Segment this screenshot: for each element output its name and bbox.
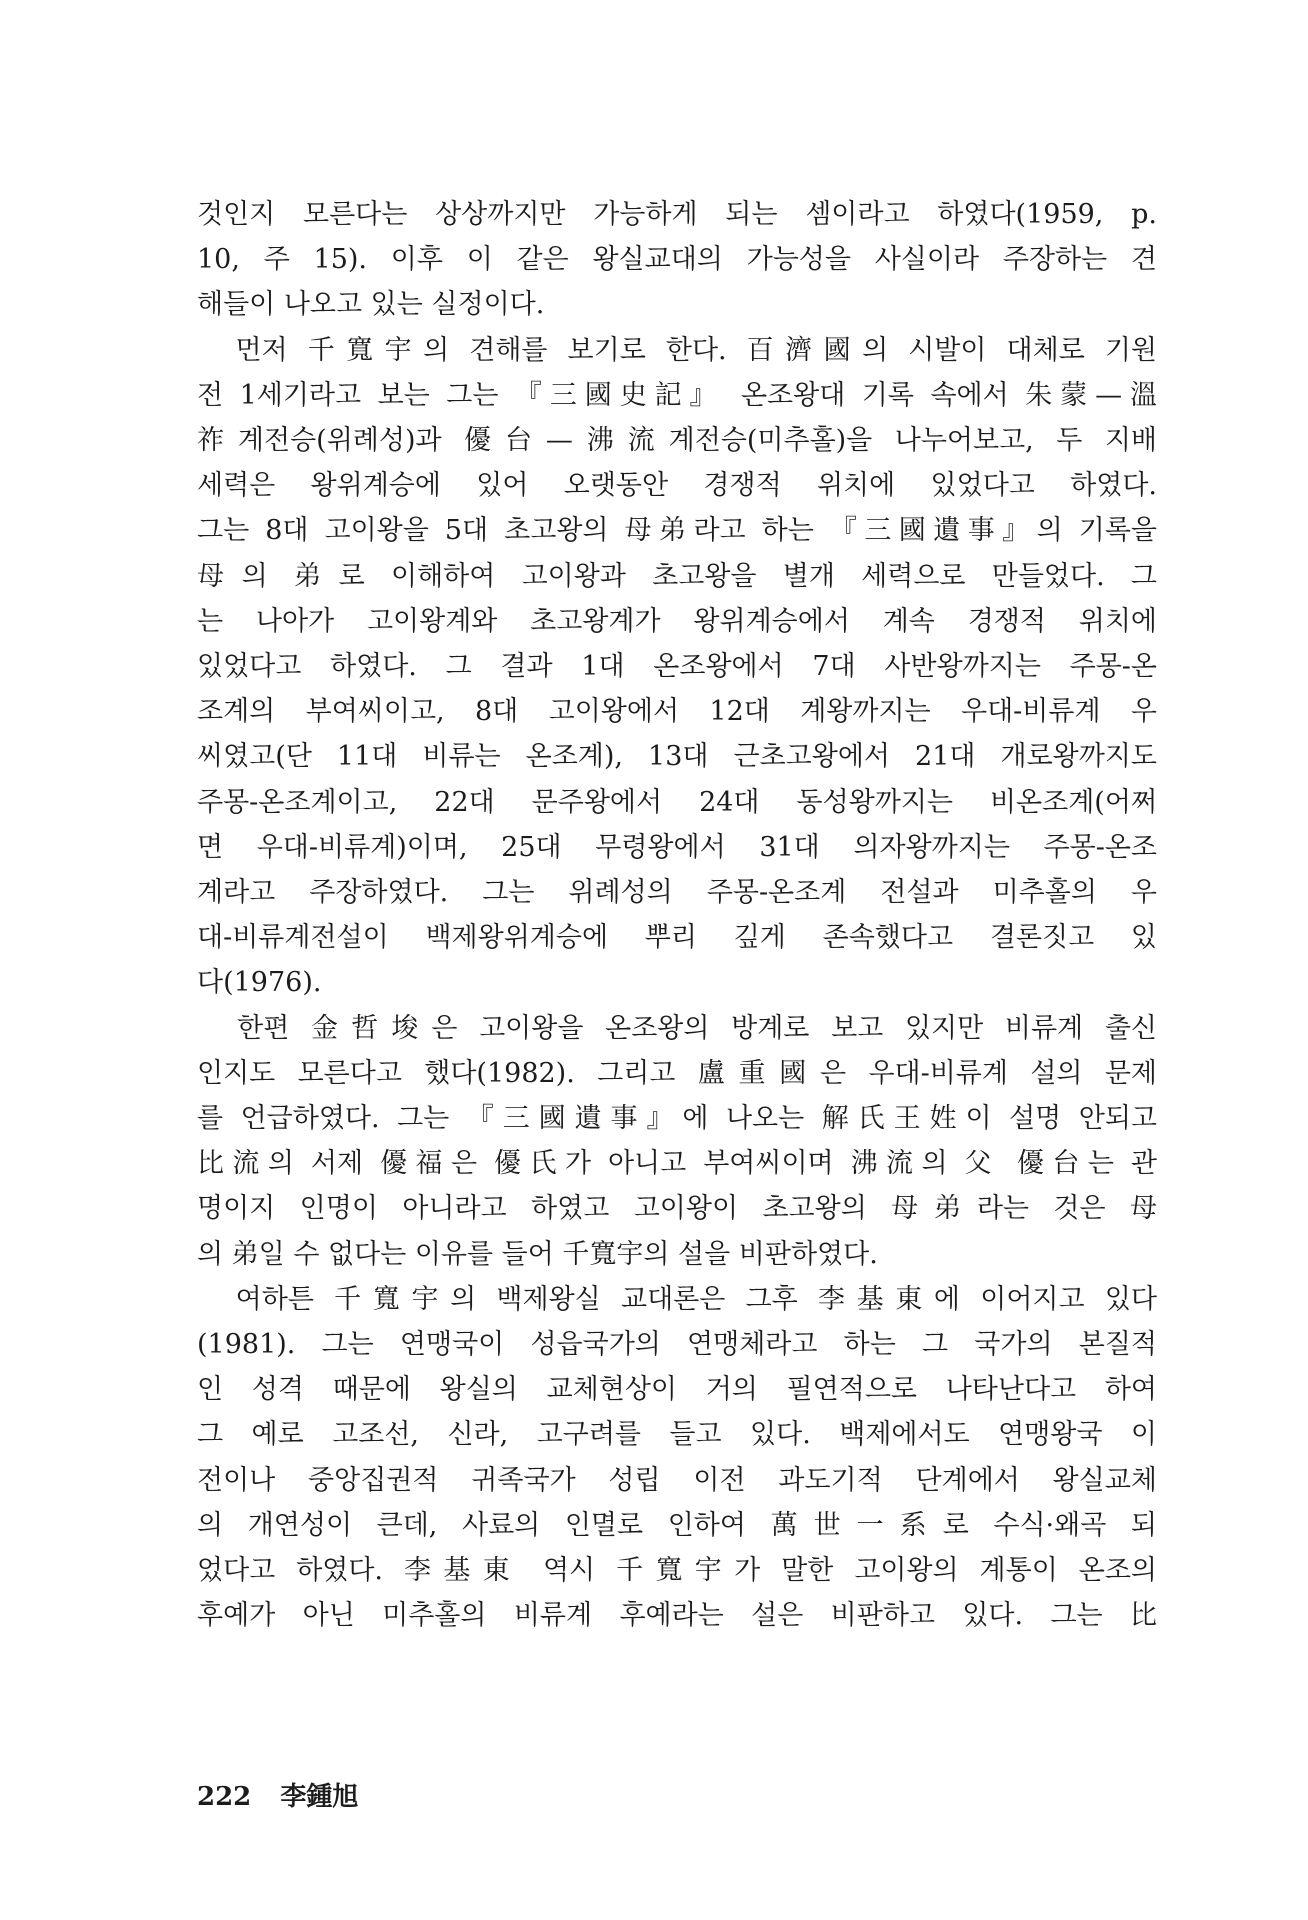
text-line: 해들이 나오고 있는 실정이다. xyxy=(197,289,545,321)
text-line: 주몽-온조계이고, 22대 문주왕에서 24대 동성왕까지는 비온조계(어쩌 xyxy=(197,786,1157,818)
text-line: 계라고 주장하였다. 그는 위례성의 주몽-온조계 전설과 미추홀의 우 xyxy=(197,877,1157,909)
text-line: 의 개연성이 큰데, 사료의 인멸로 인하여 萬世一系로 수식·왜곡 되 xyxy=(197,1509,1157,1541)
text-line: 후예가 아닌 미추홀의 비류계 후예라는 설은 비판하고 있다. 그는 比 xyxy=(197,1600,1157,1632)
text-line: 比流의 서제 優福은 優氏가 아니고 부여씨이며 沸流의 父 優台는 관 xyxy=(197,1148,1157,1180)
text-line: 명이지 인명이 아니라고 하였고 고이왕이 초고왕의 母弟라는 것은 母 xyxy=(197,1193,1157,1225)
text-line: 면 우대-비류계)이며, 25대 무령왕에서 31대 의자왕까지는 주몽-온조 xyxy=(197,831,1157,863)
page-footer xyxy=(197,1776,358,1813)
text-line: 대-비류계전설이 백제왕위계승에 뿌리 깊게 존속했다고 결론짓고 있 xyxy=(197,922,1157,954)
text-line: 씨였고(단 11대 비류는 온조계), 13대 근초고왕에서 21대 개로왕까지도 xyxy=(197,741,1157,773)
text-line: 전이나 중앙집권적 귀족국가 성립 이전 과도기적 단계에서 왕실교체 xyxy=(197,1464,1157,1496)
text-line: 전 1세기라고 보는 그는 『三國史記』 온조왕대 기록 속에서 朱蒙—溫 xyxy=(197,379,1157,411)
text-line: 의 弟일 수 없다는 이유를 들어 千寬宇의 설을 비판하였다. xyxy=(197,1238,878,1270)
text-line: 는 나아가 고이왕계와 초고왕계가 왕위계승에서 계속 경쟁적 위치에 xyxy=(197,605,1157,637)
text-line: 를 언급하였다. 그는 『三國遺事』에 나오는 解氏王姓이 설명 안되고 xyxy=(197,1103,1157,1135)
text-line: 10, 주 15). 이후 이 같은 왕실교대의 가능성을 사실이라 주장하는 견 xyxy=(197,244,1157,276)
text-line: 그 예로 고조선, 신라, 고구려를 들고 있다. 백제에서도 연맹왕국 이 xyxy=(197,1419,1157,1451)
text-line: 母의 弟로 이해하여 고이왕과 초고왕을 별개 세력으로 만들었다. 그 xyxy=(197,560,1157,592)
text-line: 그는 8대 고이왕을 5대 초고왕의 母弟라고 하는 『三國遺事』의 기록을 xyxy=(197,515,1157,547)
text-line: 있었다고 하였다. 그 결과 1대 온조왕에서 7대 사반왕까지는 주몽-온 xyxy=(197,651,1157,683)
text-line: 祚계전승(위례성)과 優台—沸流계전승(미추홀)을 나누어보고, 두 지배 xyxy=(197,425,1157,457)
text-line: 여하튼 千寬宇의 백제왕실 교대론은 그후 李基東에 이어지고 있다 xyxy=(197,1283,1157,1315)
text-line: 먼저 千寬宇의 견해를 보기로 한다. 百濟國의 시발이 대체로 기원 xyxy=(197,334,1157,366)
text-line: 인 성격 때문에 왕실의 교체현상이 거의 필연적으로 나타난다고 하여 xyxy=(197,1374,1157,1406)
text-line: 것인지 모른다는 상상까지만 가능하게 되는 셈이라고 하였다(1959, p. xyxy=(197,199,1157,230)
text-line: 세력은 왕위계승에 있어 오랫동안 경쟁적 위치에 있었다고 하였다. xyxy=(197,470,1157,502)
body-text xyxy=(197,192,1157,1639)
text-line: 조계의 부여씨이고, 8대 고이왕에서 12대 계왕까지는 우대-비류계 우 xyxy=(197,696,1157,728)
text-line: 한편 金哲埈은 고이왕을 온조왕의 방계로 보고 있지만 비류계 출신 xyxy=(197,1012,1157,1044)
page-number: 222 xyxy=(197,1782,252,1812)
text-line: (1981). 그는 연맹국이 성읍국가의 연맹체라고 하는 그 국가의 본질적 xyxy=(197,1329,1157,1361)
text-line: 다(1976). xyxy=(197,967,322,999)
text-line: 었다고 하였다. 李基東 역시 千寬宇가 말한 고이왕의 계통이 온조의 xyxy=(197,1555,1157,1587)
text-line: 인지도 모른다고 했다(1982). 그리고 盧重國은 우대-비류계 설의 문제 xyxy=(197,1057,1157,1089)
running-footer-author: 李鍾旭 xyxy=(280,1782,359,1812)
